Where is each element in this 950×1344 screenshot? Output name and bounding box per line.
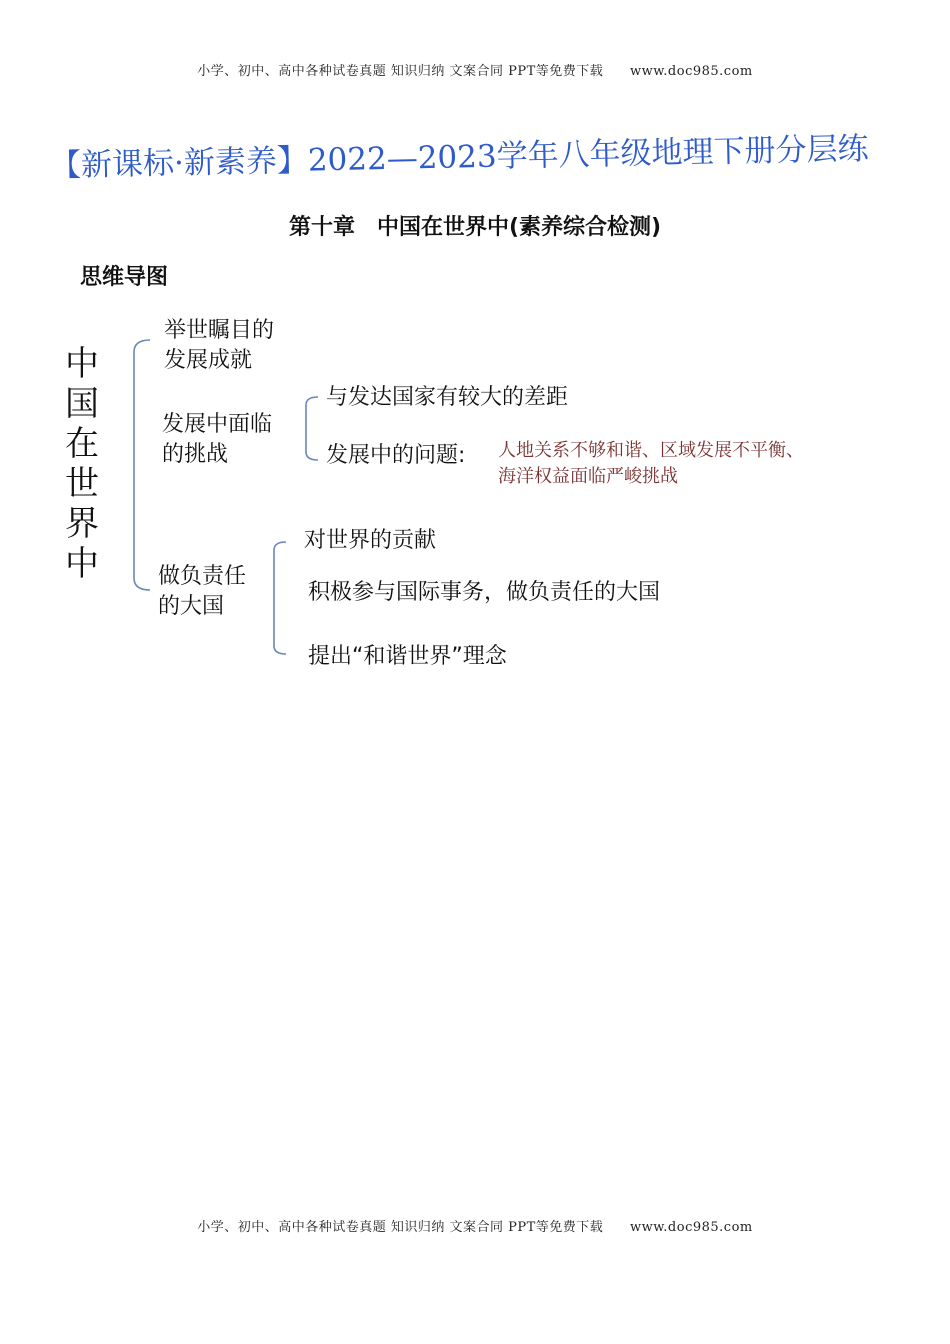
- branch-responsibility-line1: 做负责任: [158, 564, 247, 589]
- branch-challenges-line2: 的挑战: [162, 442, 229, 467]
- challenge-problems-detail-line1: 人地关系不够和谐、区域发展不平衡、: [498, 440, 804, 461]
- branch-achievements-line2: 发展成就: [164, 348, 253, 373]
- branch-achievements-line1: 举世瞩目的: [164, 318, 275, 343]
- challenge-problems-detail: [498, 438, 804, 490]
- mindmap-root-char: 国: [65, 384, 99, 424]
- chapter-subtitle: 第十章 中国在世界中(素养综合检测): [288, 215, 662, 240]
- section-title: 思维导图: [80, 265, 169, 290]
- challenge-problems-detail-line2: 海洋权益面临严峻挑战: [498, 466, 678, 487]
- mindmap-root-char: 中: [65, 344, 99, 384]
- mindmap-root-char: 世: [65, 464, 99, 504]
- branch-responsibility-line2: 的大国: [158, 594, 225, 619]
- responsibility-bracket: [274, 542, 286, 654]
- responsibility-contribution: 对世界的贡献: [304, 528, 437, 553]
- challenge-bracket: [306, 397, 318, 460]
- challenge-problems-label: 发展中的问题:: [326, 443, 466, 468]
- header-url[interactable]: www.doc985.com: [629, 64, 753, 79]
- challenge-gap: 与发达国家有较大的差距: [326, 385, 569, 410]
- root-bracket: [134, 340, 150, 590]
- mindmap-root: [62, 344, 102, 584]
- document-title: 【新课标·新素养】2022—2023学年八年级地理下册分层练: [49, 130, 869, 184]
- mindmap-root-char: 中: [65, 544, 99, 584]
- footer-url[interactable]: www.doc985.com: [629, 1220, 753, 1235]
- header-text: 小学、初中、高中各种试卷真题 知识归纳 文案合同 PPT等免费下载: [197, 64, 604, 79]
- footer-text: 小学、初中、高中各种试卷真题 知识归纳 文案合同 PPT等免费下载: [197, 1220, 604, 1235]
- mindmap-root-char: 在: [65, 424, 99, 464]
- branch-achievements: [164, 316, 274, 376]
- branch-responsibility: [158, 562, 246, 622]
- branch-challenges-line1: 发展中面临: [162, 412, 273, 437]
- responsibility-harmony: 提出“和谐世界”理念: [308, 644, 507, 669]
- page-footer: [0, 1216, 950, 1235]
- responsibility-participation: 积极参与国际事务，做负责任的大国: [308, 580, 661, 605]
- mindmap-root-char: 界: [65, 504, 99, 544]
- branch-challenges: [162, 410, 272, 470]
